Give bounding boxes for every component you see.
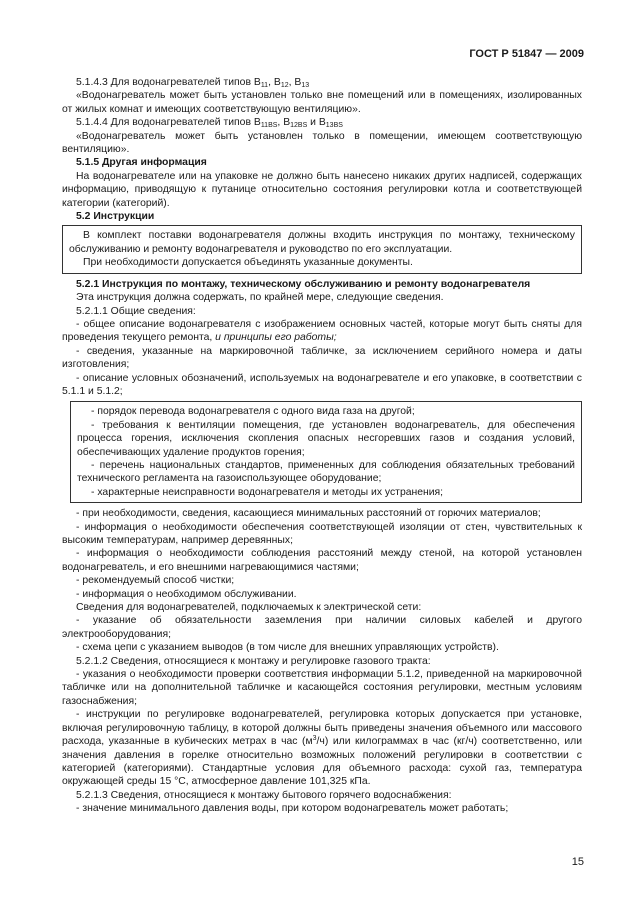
list-item: - информация о необходимости соблюдения расстояний между стеной, на которой установлен водонагреватель, и его внешними нагревающимися частями; [62,548,582,573]
boxed-text-2: При необходимости допускается объединять указанные документы. [83,257,413,269]
clause-5-2-1-1: 5.2.1.1 Общие сведения: [76,305,196,317]
list-item: - инструкции по регулировке водонагревателей, регулировка которых допускается при установке, включая регулировочную таблицу, в которой должны быть приведены значения объемного или массового расхода, указанные в кубических метрах в час $(м^3/ч)$ или килограммах в час (кг/ч) соответственно, или значения давления в горелке относительно возможных положений регулировки в соответствии с категорией (категориями). Стандартные условия для объемного расхода: сухой газ, температура окружающей среды 15 °С, атмосферное давление 101,325 кПа. [62,709,582,788]
list-item: - информация о необходимом обслуживании. [76,588,297,600]
clause-5-2-1-intro: Эта инструкция должна содержать, по крайней мере, следующие сведения. [76,292,444,304]
document-header: ГОСТ Р 51847 — 2009 [469,48,584,60]
clause-5-1-4-3: 5.1.4.3 Для водонагревателей типов $В_{11}$, $В_{12}$, $В_{13}$ [76,77,310,89]
list-item: - сведения, указанные на маркировочной табличке, за исключением серийного номера и даты изготовления; [62,345,582,371]
boxed-list-item: - требования к вентиляции помещения, где установлен водонагреватель, для обеспечения процесса горения, исключения скопления опасных несгоревших газов и создания условий, обеспечивающих удаление продуктов горения; [77,419,575,458]
section-heading-5-1-5: 5.1.5 Другая информация [76,157,207,169]
clause-5-1-4-4-quote: «Водонагреватель может быть установлен только в помещении, имеющем соответствующую вентиляцию». [62,130,582,156]
boxed-insert-list [70,401,582,503]
page-content [62,76,582,816]
list-item: - при необходимости, сведения, касающиеся минимальных расстояний от горючих материалов; [76,508,541,520]
clause-5-1-5-text: На водонагревателе или на упаковке не должно быть нанесено никаких других надписей, содержащих информацию, приводящую к путанице относительно состояния регулировки котла и соответствующей категории (категорий). [62,170,582,209]
boxed-text-1: В комплект поставки водонагревателя должны входить инструкция по монтажу, техническому обслуживанию и ремонту водонагревателя и руководство по его эксплуатации. [69,230,575,255]
list-item: - указание об обязательности заземления при наличии силовых кабелей и другого электрооборудования; [62,615,582,640]
list-item: - описание условных обозначений, используемых на водонагревателе и его упаковке, в соответствии с 5.1.1 и 5.1.2; [62,372,582,397]
clause-5-2-1-2: 5.2.1.2 Сведения, относящиеся к монтажу и регулировке газового тракта: [76,655,431,667]
list-item: - рекомендуемый способ чистки; [76,575,235,587]
list-item: - общее описание водонагревателя с изображением основных частей, которые могут быть сняты для проведения текущего ремонта, и принципы его работы; [62,318,582,344]
section-heading-5-2: 5.2 Инструкции [76,211,155,223]
boxed-list-item: - характерные неисправности водонагревателя и методы их устранения; [91,486,444,498]
page-number: 15 [571,856,584,868]
clause-5-2-1-3: 5.2.1.3 Сведения, относящиеся к монтажу бытового горячего водоснабжения: [76,789,452,801]
list-item: - информация о необходимости обеспечения соответствующей изоляции от стен, чувствительных к высоким температурам, например деревянных; [62,521,582,546]
section-heading-5-2-1: 5.2.1 Инструкция по монтажу, техническому обслуживанию и ремонту водонагревателя [76,278,531,290]
electric-intro: Сведения для водонагревателей, подключаемых к электрической сети: [76,602,422,614]
boxed-list-item: - перечень национальных стандартов, примененных для соблюдения обязательных требований технического регламента на газоиспользующее оборудование; [77,459,575,485]
list-item: - схема цепи с указанием выводов (в том числе для внешних управляющих устройств). [76,642,499,654]
list-item: - указания о необходимости проверки соответствия информации 5.1.2, приведенной на маркировочной табличке или на дополнительной табличке и касающейся состояния регулировки, местным условиям газоснабжения; [62,669,582,707]
clause-5-1-4-4: 5.1.4.4 Для водонагревателей типов $В_{11BS}$, $В_{12BS}$ и $В_{13BS}$ [76,117,343,130]
list-item: - значение минимального давления воды, при котором водонагреватель может работать; [76,803,509,815]
boxed-insert-instructions [62,225,582,273]
boxed-list-item: - порядок перевода водонагревателя с одного вида газа на другой; [91,406,415,418]
clause-5-1-4-3-quote: «Водонагреватель может быть установлен только вне помещений или в помещениях, изолированных от жилых комнат и имеющих соответствующую вентиляцию». [62,90,582,115]
